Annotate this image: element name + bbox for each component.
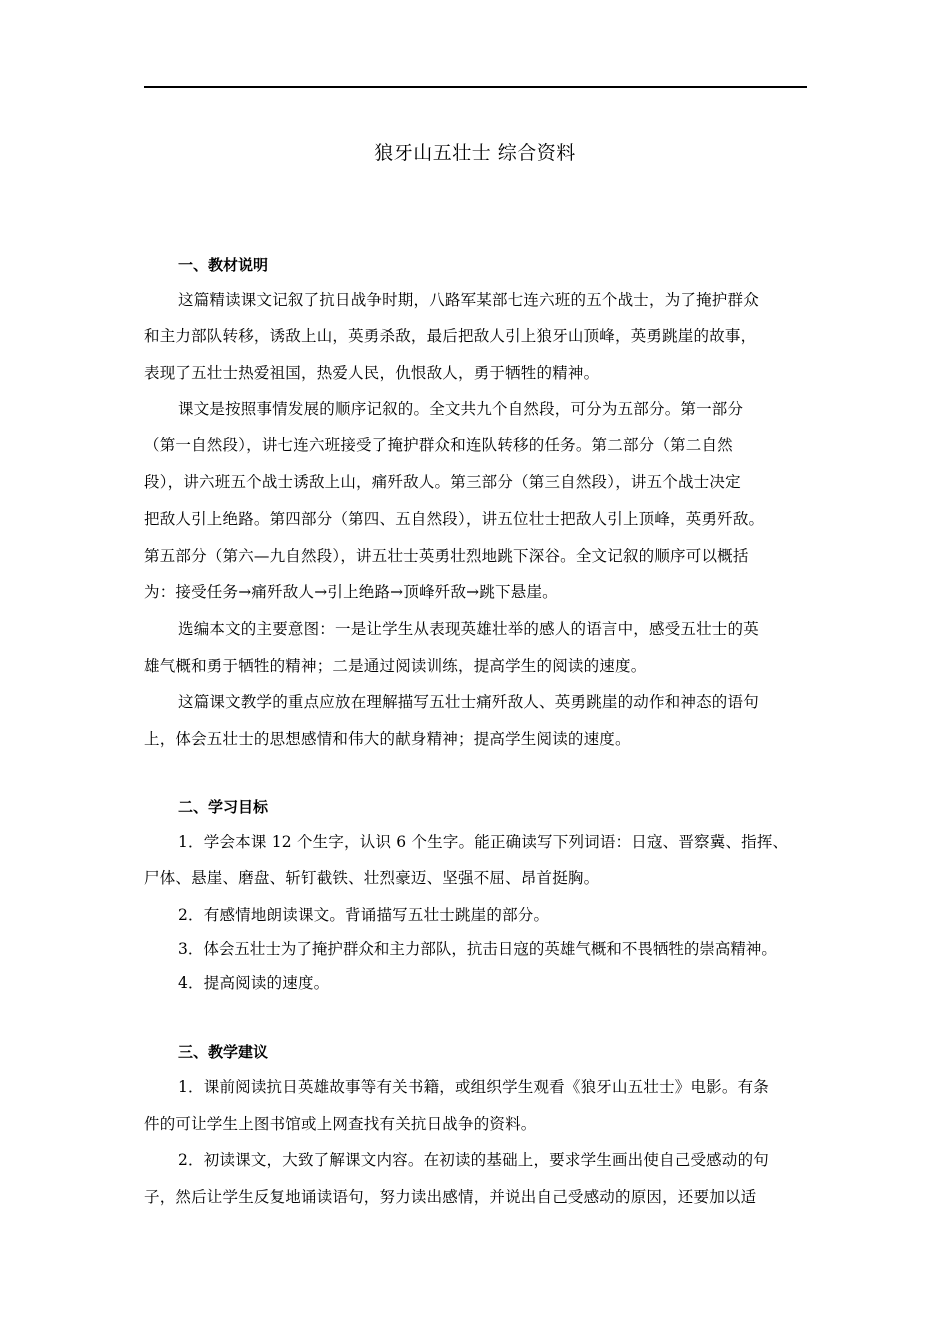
paragraph-line: 件的可让学生上图书馆或上网查找有关抗日战争的资料。 <box>144 1115 537 1133</box>
paragraph-line: 子，然后让学生反复地诵读语句，努力读出感情，并说出自己受感动的原因，还要加以适 <box>144 1188 757 1206</box>
paragraph-line: 4．提高阅读的速度。 <box>178 974 330 992</box>
section-heading: 一、教材说明 <box>178 256 269 274</box>
paragraph-line: 尸体、悬崖、磨盘、斩钉截铁、壮烈豪迈、坚强不屈、昂首挺胸。 <box>144 869 600 887</box>
paragraph-line: 把敌人引上绝路。第四部分（第四、五自然段），讲五位壮士把敌人引上顶峰，英勇歼敌。 <box>144 510 765 528</box>
paragraph-line: 2．初读课文，大致了解课文内容。在初读的基础上，要求学生画出使自己受感动的句 <box>178 1151 769 1169</box>
header-rule <box>144 86 807 88</box>
section-heading: 三、教学建议 <box>178 1043 269 1061</box>
paragraph-line: 段），讲六班五个战士诱敌上山，痛歼敌人。第三部分（第三自然段），讲五个战士决定 <box>144 473 741 491</box>
paragraph-line: （第一自然段），讲七连六班接受了掩护群众和连队转移的任务。第二部分（第二自然 <box>144 436 733 454</box>
paragraph-line: 表现了五壮士热爱祖国，热爱人民，仇恨敌人，勇于牺牲的精神。 <box>144 364 600 382</box>
page-title: 狼牙山五壮士 综合资料 <box>374 142 576 164</box>
paragraph-line: 和主力部队转移，诱敌上山，英勇杀敌，最后把敌人引上狼牙山顶峰，英勇跳崖的故事， <box>144 327 757 345</box>
paragraph-line: 这篇课文教学的重点应放在理解描写五壮士痛歼敌人、英勇跳崖的动作和神态的语句 <box>178 693 759 711</box>
paragraph-line: 2．有感情地朗读课文。背诵描写五壮士跳崖的部分。 <box>178 906 550 924</box>
paragraph-line: 上，体会五壮士的思想感情和伟大的献身精神；提高学生阅读的速度。 <box>144 730 631 748</box>
paragraph-line: 第五部分（第六—九自然段），讲五壮士英勇壮烈地跳下深谷。全文记叙的顺序可以概括 <box>144 547 749 565</box>
paragraph-line: 课文是按照事情发展的顺序记叙的。全文共九个自然段，可分为五部分。第一部分 <box>178 400 744 418</box>
section-heading: 二、学习目标 <box>178 798 269 816</box>
paragraph-line: 选编本文的主要意图：一是让学生从表现英雄壮举的感人的语言中，感受五壮士的英 <box>178 620 759 638</box>
paragraph-line: 1．课前阅读抗日英雄故事等有关书籍，或组织学生观看《狼牙山五壮士》电影。有条 <box>178 1078 769 1096</box>
paragraph-line: 雄气概和勇于牺牲的精神；二是通过阅读训练，提高学生的阅读的速度。 <box>144 657 647 675</box>
paragraph-line: 3．体会五壮士为了掩护群众和主力部队，抗击日寇的英雄气概和不畏牺牲的崇高精神。 <box>178 940 777 958</box>
paragraph-line: 为：接受任务→痛歼敌人→引上绝路→顶峰歼敌→跳下悬崖。 <box>144 583 558 601</box>
paragraph-line: 1．学会本课 12 个生字，认识 6 个生字。能正确读写下列词语：日寇、晋察冀、指挥、 <box>178 833 789 851</box>
paragraph-line: 这篇精读课文记叙了抗日战争时期，八路军某部七连六班的五个战士，为了掩护群众 <box>178 291 759 309</box>
